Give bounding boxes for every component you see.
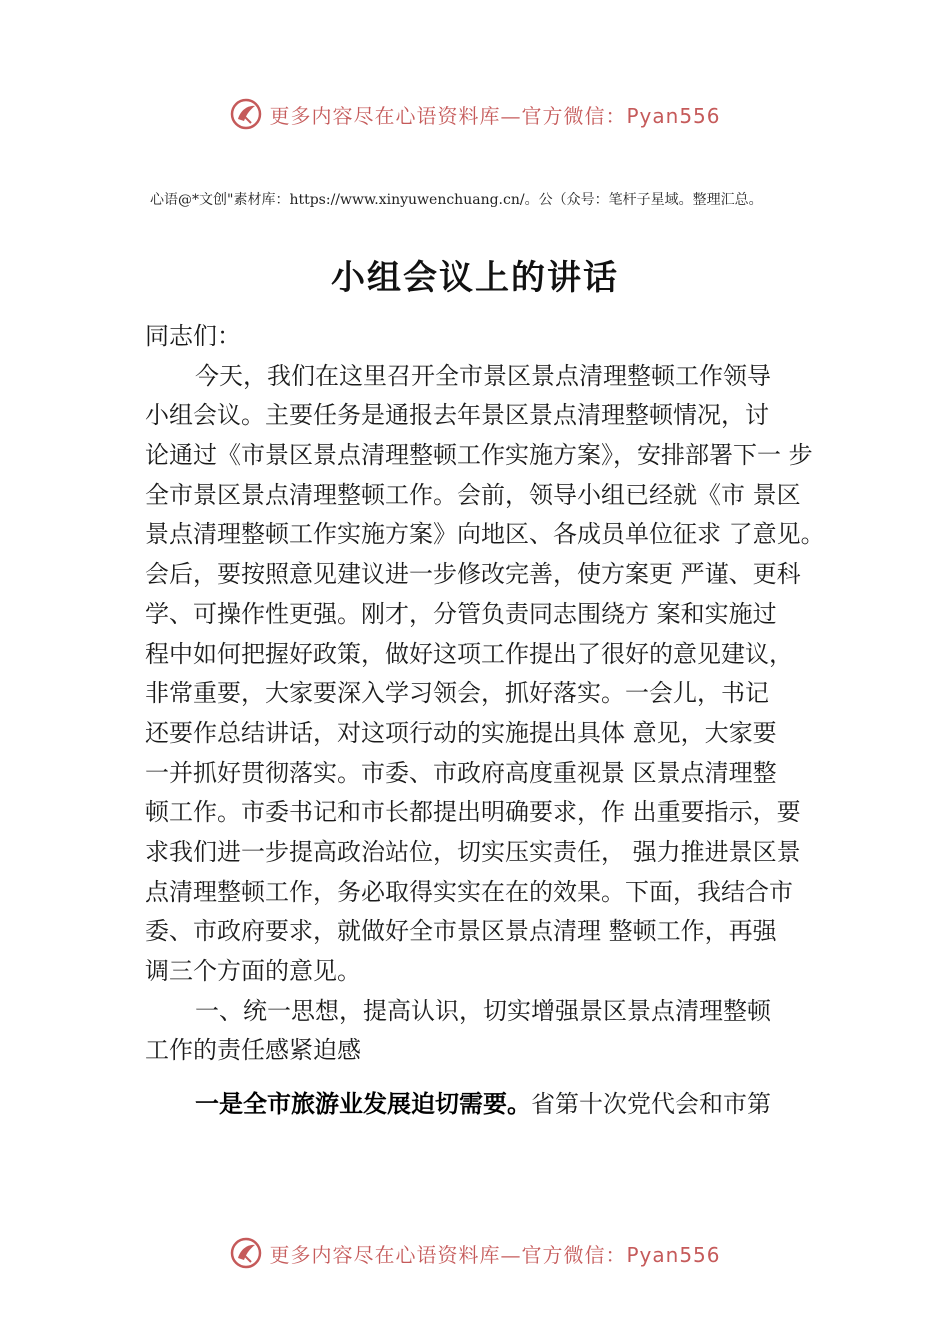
paragraph-1 [145, 357, 845, 992]
text-line: 非常重要，大家要深入学习领会，抓好落实。一会儿，书记 [145, 679, 769, 708]
text-line: 委、市政府要求，就做好全市景区景点清理 整顿工作，再强 [145, 917, 777, 946]
text-line: 景点清理整顿工作实施方案》向地区、各成员单位征求 了意见。 [145, 520, 825, 549]
text-line: 会后，要按照意见建议进一步修改完善，使方案更 严谨、更科 [145, 560, 801, 589]
source-note: 心语@*文创"素材库：https://www.xinyuwenchuang.cn/。公（众号：笔杆子星域。整理汇总。 [150, 192, 763, 208]
text-line: 一、统一思想，提高认识，切实增强景区景点清理整顿 [195, 996, 771, 1025]
point-1-lead: 一是全市旅游业发展迫切需要。 [195, 1090, 531, 1119]
text-line: 工作的责任感紧迫感 [145, 1036, 361, 1065]
text-line: 顿工作。市委书记和市长都提出明确要求，作 出重要指示，要 [145, 798, 801, 827]
banner-text: 更多内容尽在心语资料库—官方微信：Pyan556 [269, 1242, 721, 1267]
logo-icon [229, 1236, 263, 1270]
point-1 [145, 1085, 845, 1125]
text-line: 调三个方面的意见。 [145, 957, 361, 985]
text-line: 今天，我们在这里召开全市景区景点清理整顿工作领导 [195, 361, 771, 390]
section-heading-1 [145, 992, 845, 1071]
banner-handle: Pyan556 [626, 103, 721, 128]
page-title: 小组会议上的讲话 [331, 258, 619, 298]
salutation: 同志们： [145, 322, 241, 350]
logo-icon [229, 97, 263, 131]
header-banner [0, 92, 950, 136]
text-line: 小组会议。主要任务是通报去年景区景点清理整顿情况，讨 [145, 401, 769, 430]
text-line: 求我们进一步提高政治站位，切实压实责任， 强力推进景区景 [145, 837, 801, 866]
text-line: 程中如何把握好政策，做好这项工作提出了很好的意见建议， [145, 639, 793, 668]
document-body [145, 317, 845, 1125]
text-line: 点清理整顿工作，务必取得实实在在的效果。下面，我结合市 [145, 877, 793, 906]
text-line: 一并抓好贯彻落实。市委、市政府高度重视景 区景点清理整 [145, 758, 777, 787]
text-line: 还要作总结讲话，对这项行动的实施提出具体 意见，大家要 [145, 718, 777, 747]
point-1-text: 省第十次党代会和市第 [531, 1090, 771, 1119]
text-line: 全市景区景点清理整顿工作。会前，领导小组已经就《市 景区 [145, 480, 801, 509]
banner-text: 更多内容尽在心语资料库—官方微信：Pyan556 [269, 103, 721, 128]
footer-banner [0, 1231, 950, 1275]
banner-handle: Pyan556 [626, 1242, 721, 1267]
text-line: 论通过《市景区景点清理整顿工作实施方案》，安排部署下一 步 [145, 441, 813, 470]
text-line: 学、可操作性更强。刚才，分管负责同志围绕方 案和实施过 [145, 599, 777, 628]
